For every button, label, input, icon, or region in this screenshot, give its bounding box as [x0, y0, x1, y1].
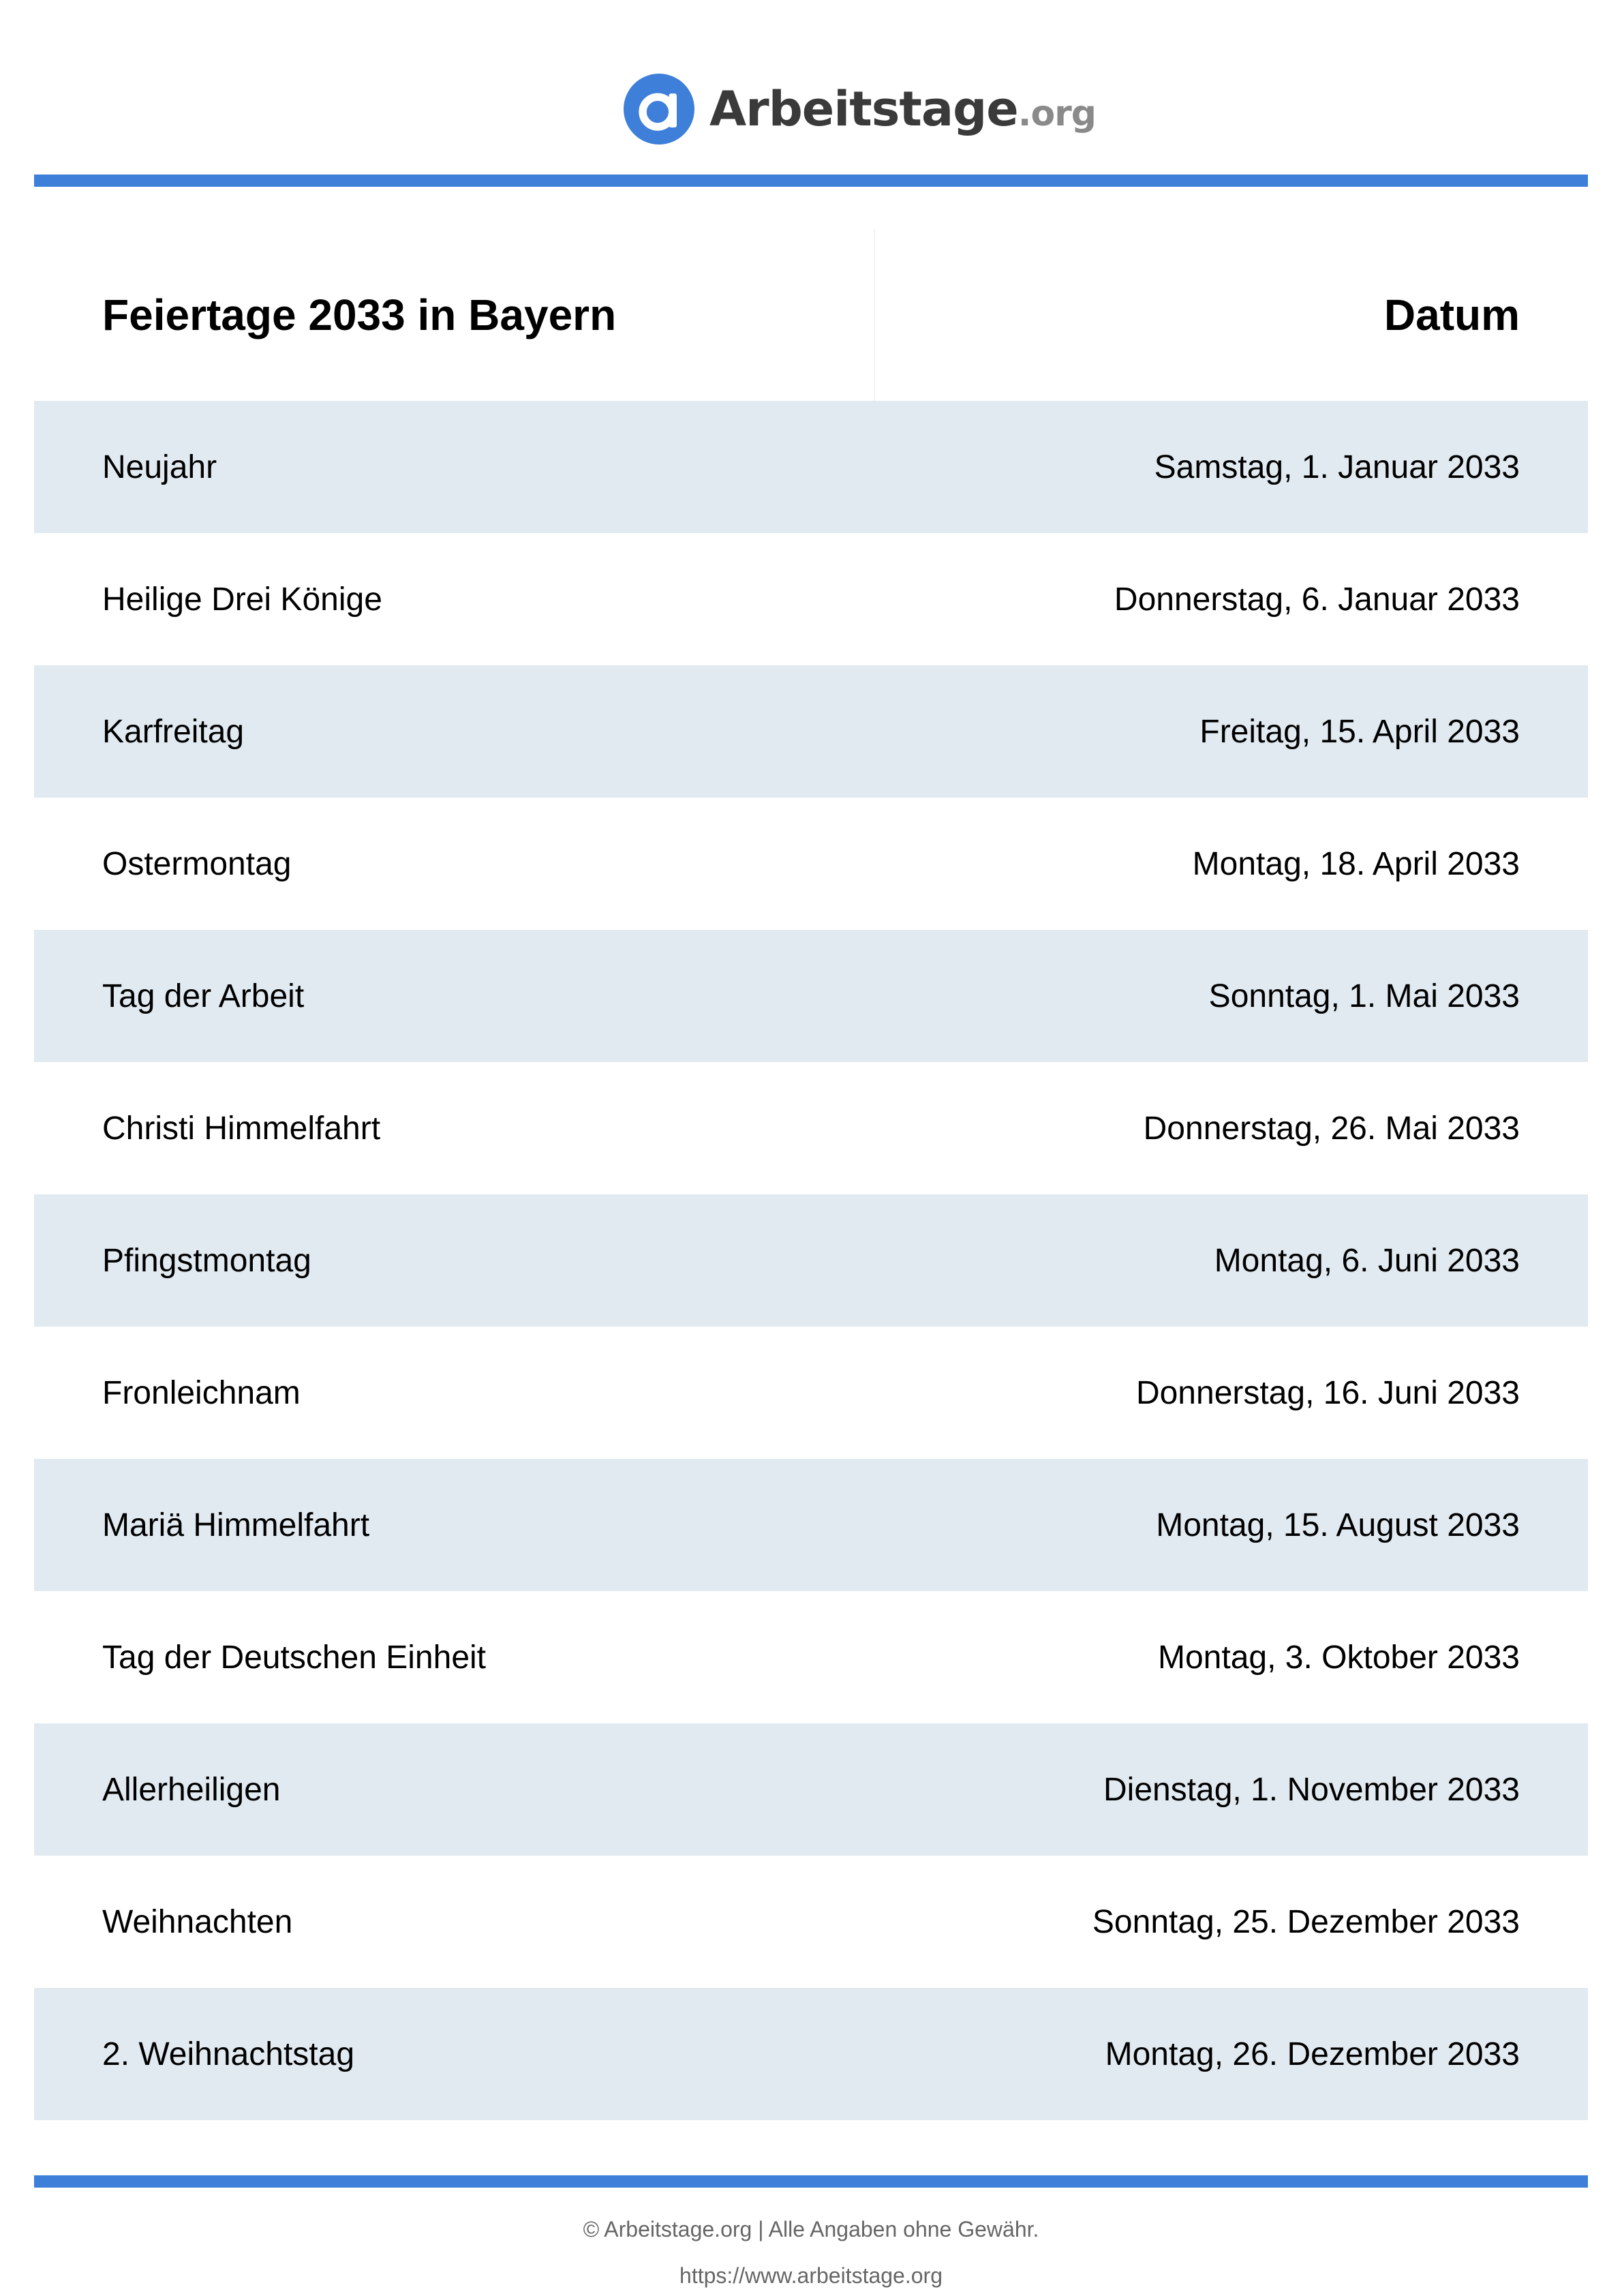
holiday-date: Sonntag, 1. Mai 2033	[1208, 978, 1520, 1014]
table-row	[34, 798, 1588, 930]
table-row	[34, 1194, 1588, 1327]
table-row	[34, 1723, 1588, 1856]
holiday-column-header: Feiertage 2033 in Bayern	[102, 290, 617, 339]
holiday-name: Karfreitag	[102, 713, 245, 750]
site-logo	[624, 74, 1096, 145]
logo-name: Arbeitstage	[709, 81, 1018, 137]
footer-url: https://www.arbeitstage.org	[679, 2263, 943, 2288]
holiday-date: Montag, 18. April 2033	[1192, 845, 1520, 882]
holiday-date: Montag, 26. Dezember 2033	[1105, 2036, 1520, 2072]
header-divider	[874, 229, 875, 401]
table-body	[34, 401, 1588, 2120]
holiday-name: Pfingstmontag	[102, 1242, 311, 1279]
holiday-name: Fronleichnam	[102, 1374, 301, 1411]
table-row	[34, 533, 1588, 665]
holiday-date: Dienstag, 1. November 2033	[1103, 1771, 1520, 1808]
top-accent-bar	[34, 175, 1588, 187]
holiday-name: Weihnachten	[102, 1903, 293, 1940]
holiday-name: Allerheiligen	[102, 1771, 281, 1808]
table-row	[34, 1327, 1588, 1459]
date-column-header: Datum	[1383, 290, 1520, 339]
holiday-name: Heilige Drei Könige	[102, 581, 382, 618]
holiday-name: Christi Himmelfahrt	[102, 1110, 381, 1147]
holiday-date: Donnerstag, 26. Mai 2033	[1143, 1110, 1520, 1147]
holiday-name: 2. Weihnachtstag	[102, 2036, 355, 2072]
holiday-date: Montag, 15. August 2033	[1156, 1507, 1520, 1543]
holiday-date: Donnerstag, 16. Juni 2033	[1135, 1374, 1520, 1411]
holiday-name: Tag der Deutschen Einheit	[102, 1639, 487, 1676]
holiday-date: Sonntag, 25. Dezember 2033	[1092, 1903, 1520, 1940]
logo-wordmark	[709, 81, 1096, 137]
table-row	[34, 1856, 1588, 1988]
holiday-date: Freitag, 15. April 2033	[1199, 713, 1520, 750]
table-row	[34, 1988, 1588, 2120]
holiday-date: Donnerstag, 6. Januar 2033	[1114, 581, 1520, 618]
at-sign-icon	[624, 74, 694, 145]
holiday-date: Montag, 3. Oktober 2033	[1158, 1639, 1520, 1676]
holiday-name: Ostermontag	[102, 845, 292, 882]
holiday-name: Tag der Arbeit	[102, 978, 305, 1014]
table-row	[34, 665, 1588, 798]
footer-copyright: © Arbeitstage.org | Alle Angaben ohne Gewähr.	[583, 2217, 1039, 2241]
table-header	[34, 229, 1588, 401]
bottom-accent-bar	[34, 2175, 1588, 2188]
holiday-date: Samstag, 1. Januar 2033	[1154, 449, 1520, 485]
holiday-name: Neujahr	[102, 449, 217, 485]
table-row	[34, 1591, 1588, 1723]
holiday-date: Montag, 6. Juni 2033	[1214, 1242, 1520, 1279]
table-row	[34, 1459, 1588, 1591]
holiday-table	[34, 229, 1588, 2120]
holiday-name: Mariä Himmelfahrt	[102, 1507, 370, 1543]
table-row	[34, 401, 1588, 533]
table-row	[34, 1062, 1588, 1194]
table-row	[34, 930, 1588, 1062]
logo-tld: .org	[1017, 93, 1097, 134]
